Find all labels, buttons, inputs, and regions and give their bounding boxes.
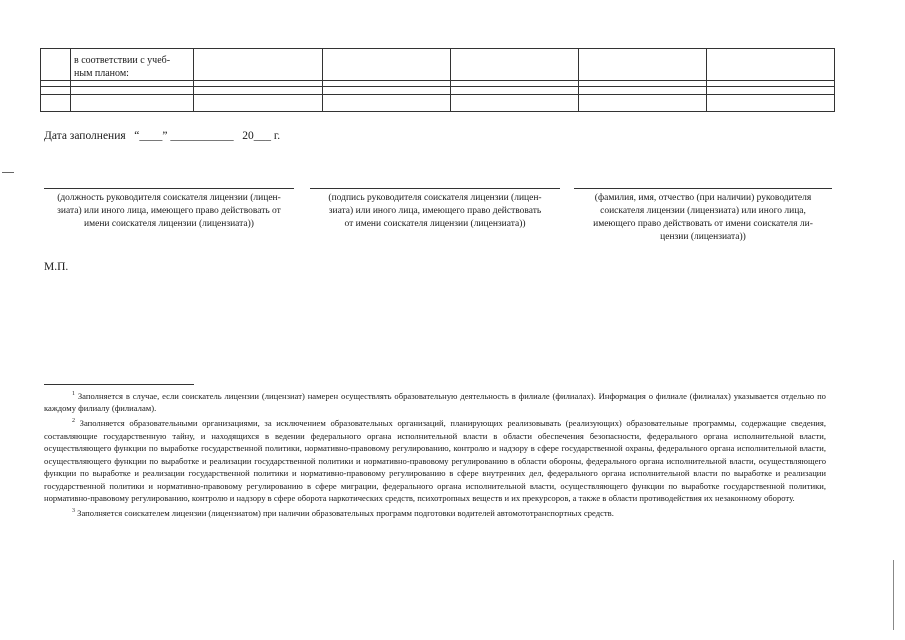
signature-caption-signature	[304, 192, 566, 231]
footnote-2	[44, 415, 826, 505]
table-cell-line: в соответствии с учеб-	[74, 55, 171, 66]
caption-line: от имени соискателя лицензии (лицензиата))	[344, 219, 526, 229]
margin-mark	[2, 172, 14, 173]
caption-line: зиата) или иного лица, имеющего право действовать от	[57, 206, 281, 216]
date-year-prefix: 20	[242, 130, 254, 142]
table-col-line	[70, 48, 71, 112]
table-border-bottom	[40, 111, 835, 112]
table-col-line	[834, 48, 835, 112]
footnote-3	[44, 505, 826, 519]
caption-line: (фамилия, имя, отчество (при наличии) руководителя	[594, 193, 812, 203]
table-col-line	[450, 48, 451, 112]
signature-caption-position	[38, 192, 300, 231]
signature-line-fullname[interactable]	[574, 188, 832, 189]
footnote-separator	[44, 384, 194, 385]
table-cell-text	[74, 54, 224, 80]
table-col-line	[578, 48, 579, 112]
footnote-text: Заполняется в случае, если соискатель лицензии (лицензиат) намерен осуществлять образовательную деятельность в филиале (филиалах). Информация о филиале (филиалах) указывается отдельно по каждому филиалу (филиалам).	[44, 390, 826, 414]
date-year-suffix: г.	[273, 130, 281, 142]
footnote-text: Заполняется образовательными организациями, за исключением образовательных организаций, планирующих реализовывать (реализующих) образовательные программы, содержащие сведения, составляющие государственную тайну, и находящихся в ведении федерального органа исполнительной власти в области обеспечения безопасности, федерального органа исполнительной власти, осуществляющего функции по выработке государственной политики, нормативно-правовому регулированию, контролю и надзору в сфере государственной охраны, федерального органа исполнительной власти, осуществляющего функции по выработке и реализации государственной политики и нормативно-правовому регулированию в области обороны, федерального органа исполнительной власти, осуществляющего функции по выработке и реализации государственной политики и нормативно-правовому регулированию в сфере внутренних дел, федерального органа исполнительной власти по выработке и реализации государственной политики и нормативно-правовому регулированию в сфере миграции, федерального органа исполнительной власти, осуществляющего функции по выработке государственной политики, нормативно-правовому регулированию, контролю и надзору в сфере оборота наркотических средств, психотропных веществ и их прекурсоров, а также в области противодействия их незаконному обороту.	[44, 417, 826, 504]
table-row-divider	[40, 94, 835, 95]
footnote-number: 2	[72, 418, 75, 425]
signature-line-signature[interactable]	[310, 188, 560, 189]
caption-line: цензии (лицензиата))	[660, 232, 746, 242]
footnote-1	[44, 388, 826, 415]
scan-edge-mark	[893, 560, 894, 630]
caption-line: зиата) или иного лица, имеющего право действовать	[328, 206, 542, 216]
stamp-place-label: М.П.	[44, 261, 69, 273]
caption-line: имени соискателя лицензии (лицензиата))	[84, 219, 254, 229]
date-month-blank[interactable]: ___________	[170, 130, 234, 142]
table-row-divider	[40, 80, 835, 81]
signature-caption-fullname	[570, 192, 836, 244]
license-table-fragment	[40, 48, 835, 112]
caption-line: (подпись руководителя соискателя лицензии (лицен-	[328, 193, 542, 203]
fill-date-label: Дата заполнения	[44, 130, 126, 142]
caption-line: имеющего право действовать от имени соискателя ли-	[593, 219, 813, 229]
date-day-blank[interactable]: “____”	[134, 130, 168, 142]
signature-line-position[interactable]	[44, 188, 294, 189]
footnote-number: 3	[72, 508, 75, 515]
table-border-top	[40, 48, 835, 49]
table-col-line	[40, 48, 41, 112]
footnote-text: Заполняется соискателем лицензии (лицензиатом) при наличии образовательных программ подготовки водителей автомототранспортных средств.	[77, 507, 614, 518]
table-cell-line: ным планом:	[74, 68, 129, 79]
table-col-line	[706, 48, 707, 112]
footnotes	[44, 388, 826, 520]
table-row-divider	[40, 86, 835, 87]
caption-line: (должность руководителя соискателя лицензии (лицен-	[57, 193, 281, 203]
caption-line: соискателя лицензии (лицензиата) или иного лица,	[600, 206, 806, 216]
date-year-blank[interactable]: ___	[253, 130, 271, 142]
fill-date-line	[44, 130, 280, 142]
footnote-number: 1	[72, 391, 75, 397]
table-col-line	[322, 48, 323, 112]
